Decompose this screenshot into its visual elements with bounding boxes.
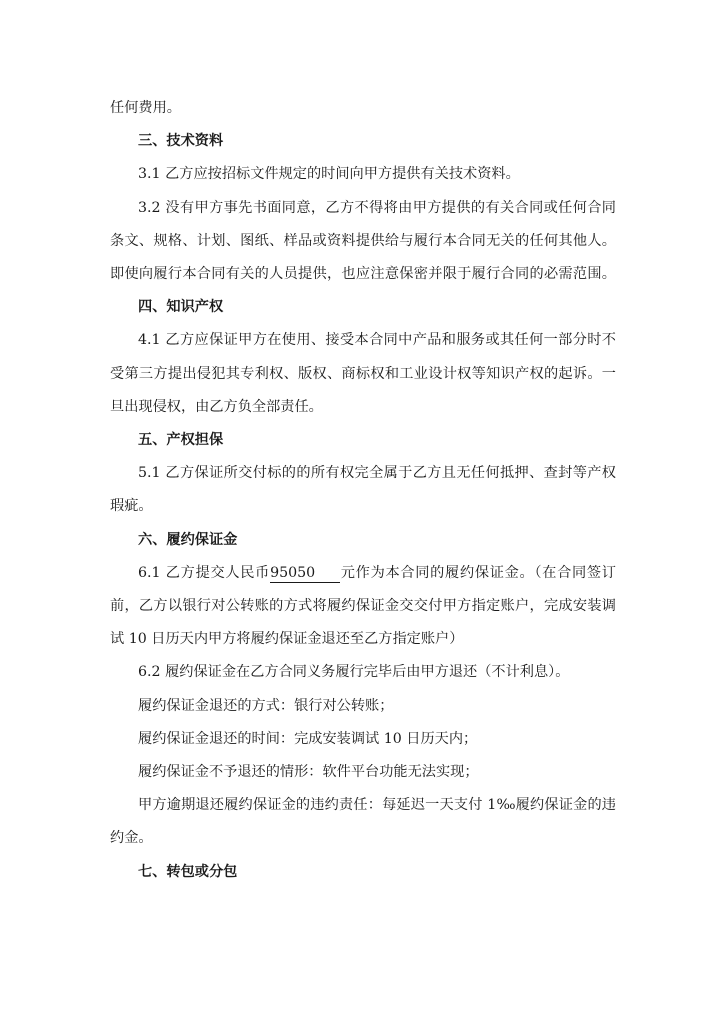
section-heading-performance-bond: 六、履约保证金 — [138, 531, 238, 548]
clause-3-2-line-1: 3.2 没有甲方事先书面同意，乙方不得将由甲方提供的有关合同或任何合同 — [138, 199, 616, 216]
refund-time: 履约保证金退还的时间：完成安装调试 10 日历天内； — [138, 730, 478, 747]
clause-3-2-line-3: 即使向履行本合同有关的人员提供，也应注意保密并限于履行合同的必需范围。 — [110, 266, 616, 283]
clause-4-1-line-1: 4.1 乙方应保证甲方在使用、接受本合同中产品和服务或其任何一部分时不 — [138, 332, 616, 349]
late-refund-liability-line-1: 甲方逾期退还履约保证金的违约责任：每延迟一天支付 1‰履约保证金的违 — [138, 797, 616, 814]
clause-5-1-line-1: 5.1 乙方保证所交付标的的所有权完全属于乙方且无任何抵押、查封等产权 — [138, 465, 616, 482]
clause-6-1-line-2: 前，乙方以银行对公转账的方式将履约保证金交交付甲方指定账户，完成安装调 — [110, 598, 616, 615]
non-refund-condition: 履约保证金不予退还的情形：软件平台功能无法实现； — [138, 764, 479, 781]
clause-4-1-line-3: 旦出现侵权，由乙方负全部责任。 — [110, 398, 323, 415]
clause-3-1: 3.1 乙方应按招标文件规定的时间向甲方提供有关技术资料。 — [138, 166, 520, 183]
clause-6-1-line-1 — [110, 557, 616, 590]
late-refund-liability-line-2: 约金。 — [110, 830, 153, 847]
section-heading-technical-data: 三、技术资料 — [138, 133, 224, 150]
clause-4-1-line-2: 受第三方提出侵犯其专利权、版权、商标权和工业设计权等知识产权的起诉。一 — [110, 365, 616, 382]
clause-5-1-line-2: 瑕疵。 — [110, 498, 153, 515]
deposit-prefix: 6.1 乙方提交人民币 — [138, 564, 271, 581]
section-heading-intellectual-property: 四、知识产权 — [138, 299, 224, 316]
contract-text — [110, 92, 616, 889]
refund-method: 履约保证金退还的方式：银行对公转账； — [138, 697, 394, 714]
clause-6-1-line-3: 试 10 日历天内甲方将履约保证金退还至乙方指定账户） — [110, 631, 464, 648]
section-heading-subcontracting: 七、转包或分包 — [138, 863, 238, 880]
deposit-amount: 95050 — [270, 565, 340, 583]
clause-6-2: 6.2 履约保证金在乙方合同义务履行完毕后由甲方退还（不计利息）。 — [138, 664, 570, 681]
deposit-suffix: 元作为本合同的履约保证金。（在合同签订 — [340, 564, 616, 581]
section-heading-title-guarantee: 五、产权担保 — [138, 432, 224, 449]
clause-3-2-line-2: 条文、规格、计划、图纸、样品或资料提供给与履行本合同无关的任何其他人。 — [110, 232, 616, 249]
paragraph-line: 任何费用。 — [110, 100, 181, 116]
